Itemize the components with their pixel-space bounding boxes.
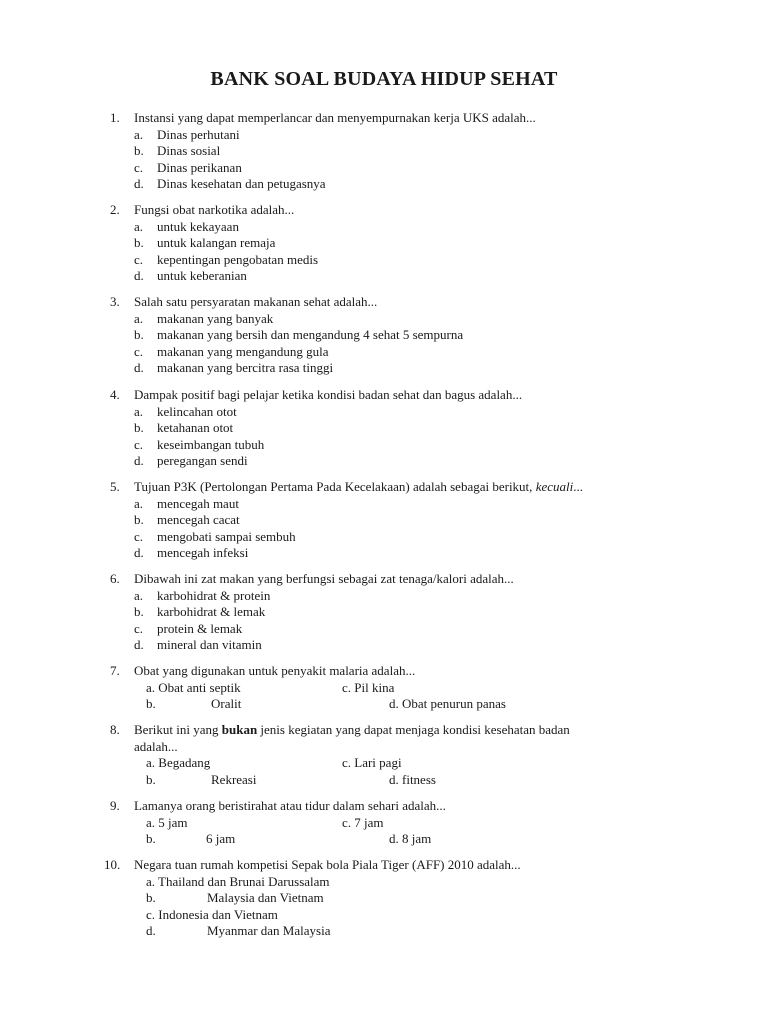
option-c xyxy=(0,252,768,269)
option-d xyxy=(0,453,768,470)
option-a xyxy=(0,588,768,605)
option-d: d. Obat penurun panas xyxy=(389,696,506,712)
option-letter: c. xyxy=(134,620,144,636)
option-a xyxy=(0,404,768,421)
option-a xyxy=(0,219,768,236)
option-text: makanan yang bercitra rasa tinggi xyxy=(157,360,334,376)
question-number: 7. xyxy=(110,663,120,678)
option-a: a. Begadang xyxy=(146,755,211,771)
question-number: 4. xyxy=(110,387,120,402)
question-10 xyxy=(0,857,768,940)
option-c: c. Pil kina xyxy=(342,679,395,695)
question-text: Obat yang digunakan untuk penyakit malaria adalah... xyxy=(134,663,416,678)
question-text-part: jenis kegiatan yang dapat menjaga kondisi kesehatan badan xyxy=(257,722,570,737)
option-c: c. 7 jam xyxy=(342,814,384,830)
option-text: kepentingan pengobatan medis xyxy=(157,251,319,267)
option-text: untuk kalangan remaja xyxy=(157,235,276,251)
option-text: Dinas kesehatan dan petugasnya xyxy=(157,176,326,192)
question-text: Dampak positif bagi pelajar ketika kondisi badan sehat dan bagus adalah... xyxy=(134,387,523,402)
question-text-part: Berikut ini yang xyxy=(134,722,222,737)
option-b-letter: b. xyxy=(146,771,156,787)
option-text: untuk kekayaan xyxy=(157,218,239,234)
question-text: Dibawah ini zat makan yang berfungsi sebagai zat tenaga/kalori adalah... xyxy=(134,571,514,586)
question-7 xyxy=(0,663,768,713)
option-row xyxy=(0,907,768,924)
question-text-continued: adalah... xyxy=(134,738,178,754)
option-row xyxy=(0,923,768,940)
option-letter: b. xyxy=(134,512,144,528)
option-text: untuk keberanian xyxy=(157,268,247,284)
question-number: 5. xyxy=(110,479,120,494)
option-d-letter: d. xyxy=(146,923,156,939)
option-text: peregangan sendi xyxy=(157,453,248,469)
option-letter: a. xyxy=(134,403,144,419)
option-b xyxy=(0,512,768,529)
option-row xyxy=(0,831,768,848)
option-row xyxy=(0,815,768,832)
question-6 xyxy=(0,571,768,654)
option-letter: d. xyxy=(134,453,144,469)
option-row xyxy=(0,755,768,772)
option-text: kelincahan otot xyxy=(157,403,237,419)
option-b-text: 6 jam xyxy=(206,831,236,847)
option-d: d. 8 jam xyxy=(389,831,432,847)
option-letter: d. xyxy=(134,360,144,376)
option-text: makanan yang bersih dan mengandung 4 sehat 5 sempurna xyxy=(157,327,464,343)
option-text: mengobati sampai sembuh xyxy=(157,528,296,544)
option-d-text: Myanmar dan Malaysia xyxy=(207,923,331,939)
option-text: mencegah infeksi xyxy=(157,545,249,561)
question-5 xyxy=(0,479,768,562)
option-letter: d. xyxy=(134,637,144,653)
option-b xyxy=(0,420,768,437)
option-letter: b. xyxy=(134,235,144,251)
option-c xyxy=(0,344,768,361)
option-d xyxy=(0,176,768,193)
option-letter: a. xyxy=(134,495,144,511)
option-b xyxy=(0,143,768,160)
question-text xyxy=(134,479,583,496)
option-text: makanan yang mengandung gula xyxy=(157,343,329,359)
option-row xyxy=(0,772,768,789)
document-title: BANK SOAL BUDAYA HIDUP SEHAT xyxy=(210,68,558,90)
question-text: Salah satu persyaratan makanan sehat adalah... xyxy=(134,294,378,309)
option-text: karbohidrat & protein xyxy=(157,587,271,603)
option-a xyxy=(0,496,768,513)
option-d xyxy=(0,637,768,654)
question-text: Fungsi obat narkotika adalah... xyxy=(134,202,295,217)
option-a xyxy=(0,311,768,328)
option-b xyxy=(0,235,768,252)
option-row xyxy=(0,874,768,891)
question-number: 1. xyxy=(110,110,120,125)
option-letter: b. xyxy=(134,327,144,343)
option-a: a. Obat anti septik xyxy=(146,679,241,695)
option-b-text: Malaysia dan Vietnam xyxy=(207,890,324,906)
option-text: Dinas perikanan xyxy=(157,159,242,175)
question-3 xyxy=(0,294,768,377)
option-row xyxy=(0,680,768,697)
question-number: 10. xyxy=(104,857,121,872)
option-text: makanan yang banyak xyxy=(157,310,274,326)
option-letter: c. xyxy=(134,436,144,452)
question-number: 6. xyxy=(110,571,120,586)
option-d xyxy=(0,268,768,285)
option-c xyxy=(0,529,768,546)
option-text: Dinas perhutani xyxy=(157,126,240,142)
question-text xyxy=(134,722,570,739)
option-c: c. Indonesia dan Vietnam xyxy=(146,906,278,922)
option-letter: d. xyxy=(134,176,144,192)
option-letter: b. xyxy=(134,143,144,159)
option-letter: c. xyxy=(134,343,144,359)
option-c xyxy=(0,437,768,454)
option-letter: c. xyxy=(134,528,144,544)
option-d: d. fitness xyxy=(389,771,436,787)
option-c: c. Lari pagi xyxy=(342,755,402,771)
option-text: ketahanan otot xyxy=(157,420,234,436)
option-text: keseimbangan tubuh xyxy=(157,436,265,452)
option-row xyxy=(0,890,768,907)
option-letter: c. xyxy=(134,159,144,175)
option-d xyxy=(0,545,768,562)
option-b-letter: b. xyxy=(146,831,156,847)
question-text-bold: bukan xyxy=(221,722,258,737)
question-number: 3. xyxy=(110,294,120,309)
option-letter: d. xyxy=(134,545,144,561)
question-number: 8. xyxy=(110,722,120,737)
option-letter: b. xyxy=(134,604,144,620)
question-number: 9. xyxy=(110,798,120,813)
question-text-emphasis: kecuali xyxy=(535,479,574,494)
option-b-letter: b. xyxy=(146,890,156,906)
question-2 xyxy=(0,202,768,285)
option-b-letter: b. xyxy=(146,696,156,712)
option-b-text: Rekreasi xyxy=(211,771,257,787)
option-d xyxy=(0,360,768,377)
option-c xyxy=(0,160,768,177)
question-1 xyxy=(0,110,768,193)
question-text: Negara tuan rumah kompetisi Sepak bola Piala Tiger (AFF) 2010 adalah... xyxy=(134,857,521,872)
question-4 xyxy=(0,387,768,470)
option-a xyxy=(0,127,768,144)
option-letter: a. xyxy=(134,126,144,142)
option-text: karbohidrat & lemak xyxy=(157,604,266,620)
question-number: 2. xyxy=(110,202,120,217)
option-text: protein & lemak xyxy=(157,620,243,636)
question-text-part: Tujuan P3K (Pertolongan Pertama Pada Kecelakaan) adalah sebagai berikut, xyxy=(134,479,536,494)
option-letter: a. xyxy=(134,310,144,326)
option-b xyxy=(0,604,768,621)
option-b xyxy=(0,327,768,344)
option-letter: b. xyxy=(134,420,144,436)
option-a: a. Thailand dan Brunai Darussalam xyxy=(146,873,330,889)
option-row xyxy=(0,696,768,713)
question-text: Lamanya orang beristirahat atau tidur dalam sehari adalah... xyxy=(134,798,446,813)
option-text: mencegah maut xyxy=(157,495,239,511)
question-text-part: ... xyxy=(573,479,583,494)
option-a: a. 5 jam xyxy=(146,814,188,830)
question-text: Instansi yang dapat memperlancar dan menyempurnakan kerja UKS adalah... xyxy=(134,110,536,125)
option-letter: d. xyxy=(134,268,144,284)
option-letter: a. xyxy=(134,587,144,603)
option-text: Dinas sosial xyxy=(157,143,221,159)
option-b-text: Oralit xyxy=(211,696,242,712)
option-text: mencegah cacat xyxy=(157,512,240,528)
option-text: mineral dan vitamin xyxy=(157,637,262,653)
option-c xyxy=(0,621,768,638)
option-letter: a. xyxy=(134,218,144,234)
option-letter: c. xyxy=(134,251,144,267)
question-8 xyxy=(0,722,768,788)
question-9 xyxy=(0,798,768,848)
